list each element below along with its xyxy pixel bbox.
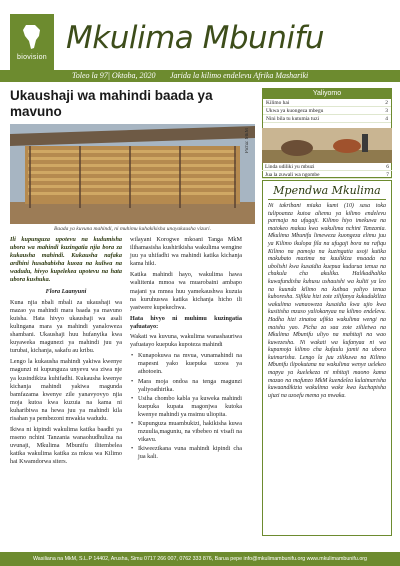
list-item: • Usiha chombo kabla ya kuweka mahindi kuepuka kupata magonjwa kutoka kwenye mahindi ya msimu uliopita.	[130, 395, 242, 419]
editorial-body: Ni takribani miaka kumi (10) sasa toka tulipoanza kutoa aliemu ya kilimo endelevu parmaja na ufugaji. Kilimo hiyo imekuwa na matokeo makuu kwa wakulima nchini Tanzania. Mkulima Mbunifu limeweza kuongeza elimu juu ya Kilimo ikulopa fila na ufugaji bora na rafiqu Kilimo na pamoja na kuzingatia usoji kutika makubato mazima na kuulikiza msaada na ubolishi kwa kusaidia kuepua kudurua tenua na chakula cha akulika. Halikadhalika kuwafundisha kuhusu ushauishi wa kuliti ya leo na kuunda kilimo na kuibua yaliyo tenua kuboresha. Sifikia hizi zote zilifanya kukudukiliza wakulima wanaoweza kusaidia kwa ujio kwa kusitisha mzaso yaliokanyaa na kilimo endelevu. Hadha hizi zinatoa ufikia wakulima wengi na maishu yao. Picha za saa zote zililetwa na Mkulima Mbunifu uliyo na mahitaji na wao kuwezesha. Ni wakati wa kufanyaa ni wa kupamoja kilimo cha kufaulu jamii na ubora kuimarisha. Lengo la juu zilikuwa na Kilimo Mbunifu ilipokutana na wakulima wenye uelekeo mapya ya kuelekeza ni mhitaji maono kama mazao na mafunzo MkM kuendelea kulaimarisha kuwaandikizia wakulima wake kwa kuchapisha ujuzi na uzoefu mema ya mwaka.	[268, 203, 386, 399]
toc-heading: Yaliyomo	[263, 89, 391, 99]
issue-bar	[0, 70, 400, 82]
header	[0, 0, 400, 80]
africa-map-icon	[22, 24, 42, 50]
paragraph: Katika mahindi hayo, wakulima hawa waliitenia mmoa wa muarobaini ambapo majani ya mmea huu yamekaushwa kuzuia na kuruhuswa katika kichanja hicho ili yastwere kupekechwa.	[130, 271, 242, 311]
toc-item[interactable]	[262, 163, 392, 171]
toc-photo	[262, 128, 392, 163]
toc-item[interactable]	[262, 171, 392, 179]
list-item: • Kupunguza muambukizi, hakikisha kuwa mzuulia,maguniu, na vibebeo ni visafi na vikavu.	[130, 420, 242, 444]
tagline: Jarida la kilimo endelevu Afrika Mashariki	[170, 71, 309, 80]
toc-item-label: Linda udiliki yu mbuzi	[265, 164, 315, 170]
paragraph: Kuna njia nbali mbali za ukaushaji wa mazao ya mahindi mara baada ya mavuno kuisha. Hata hivyo ukaushaji wa asali kulingana mara ya mahindi yanaloweza shambani. Ukaushaji huu hufanyika kwa kuyaweka magunezi ya mahindi juu ya turubai, kichanja, sakafu au kribu.	[10, 298, 122, 355]
toc-item-page: 3	[385, 108, 388, 114]
farm-scene-illustration	[262, 128, 392, 163]
article-headline: Ukaushaji wa mahindi baada ya mavuno	[10, 88, 213, 119]
toc-bottom-list	[262, 163, 392, 179]
article-column-middle	[130, 236, 242, 464]
list-item: • Ikiweezikana vuna mahindi kipindi cha jua kali.	[130, 445, 242, 461]
paragraph: Ikiwa ni kipindi wakulima katika baadhi ya mseno nchini Tanzania wanaohudhuliza na uvunaji, Mkulima Mbunifu ilitembelea katika wakulima katika za mkoa wa Kilimo hai Kwamdorwa siters.	[10, 426, 122, 466]
paragraph: Wakati wa kuvuna, wakulima wanashauriwa yafuatayo kuepuka kupoteza mahindi	[130, 333, 242, 349]
toc-item-page: 7	[386, 172, 389, 178]
author-byline: Flora Laanyuni	[45, 287, 87, 295]
corn-crib-illustration	[10, 124, 255, 224]
section-subhead: Hata hivyo ni muhimu kuzingatia yafuatayo:	[130, 314, 242, 330]
toc-item-label: Kilimo hai	[266, 100, 290, 106]
toc-item[interactable]	[263, 99, 391, 107]
paragraph: wilayani Korogwe mkoani Tanga MkM ilihamasisha kushirikisha wakulima wengine juu ya uhifadhi wa mahindi katika kichanja kama hiki.	[130, 236, 242, 268]
biovision-logo	[10, 14, 54, 70]
toc-item-label: Jua la zuwali wa ngombe	[265, 172, 320, 178]
editorial-box	[262, 180, 392, 536]
toc-item[interactable]	[263, 115, 391, 123]
list-item: • Kunapokuwa na mvua, vunamahindi na mapesni yako kuepuka uzoea ya athotoein.	[130, 352, 242, 376]
article-column-left	[10, 236, 122, 470]
toc-item-page: 6	[386, 164, 389, 170]
editorial-title: Mpendwa Mkulima	[268, 184, 386, 200]
logo-text: biovision	[17, 54, 47, 61]
photo-credit: Picha: MkM	[245, 128, 250, 154]
toc-item[interactable]	[263, 107, 391, 115]
toc-item-page: 2	[385, 100, 388, 106]
photo-caption: Baada ya kuvuna mahindi, ni muhimu kuhakikisha unayakausha vizuri.	[53, 226, 212, 232]
toc-item-label: Nini bila tu kutumia tuzi	[266, 116, 320, 122]
paragraph: Lengo la kukausha mahindi yakiwa kwenye magunzi ni kupunguza unyevu wa ziwa nje ya kusindikiza kuhifadhi. Kukausha kwenye kichanja mahindi yakiwa magunda bamfazama kwenye zile yanavyovyo njia moja kutoa kwa kuzuia na kama ni kuharibiwa na hewa juu ya mahindi kila risahan ya pembezoni mwakia wadudu.	[10, 358, 122, 422]
toc-item-page: 4	[385, 116, 388, 122]
toc-item-label: Ukwa ya kuongeza mbegu	[266, 108, 324, 114]
tips-list	[130, 352, 242, 461]
list-item: • Mara moja ondoa na tenga magunzi yaliyoathirika.	[130, 378, 242, 394]
corn-crib-photo	[10, 124, 255, 224]
issue-label: Toleo la 97| Oktoba, 2020	[72, 71, 156, 80]
article-lead: Ili kupunguza upotevu na kudumisha ubora wa mahindi kuzingatia njia bora za kukausha mahindi. Kukausha nafaka ardhini husababisha kuoza na kuliwa na wadudu, hivyo kupelekea upotevu na hata ubora kushuka.	[10, 236, 122, 284]
masthead-title: Mkulima Mbunifu	[66, 20, 325, 56]
footer-contact: Wasiliana na MkM, S.L.P 14402, Arusha, Simu 0717 266 007, 0762 333 876, Barua pepe info@mkulimambunifu.org www.mkulimambunifu.org	[0, 552, 400, 566]
